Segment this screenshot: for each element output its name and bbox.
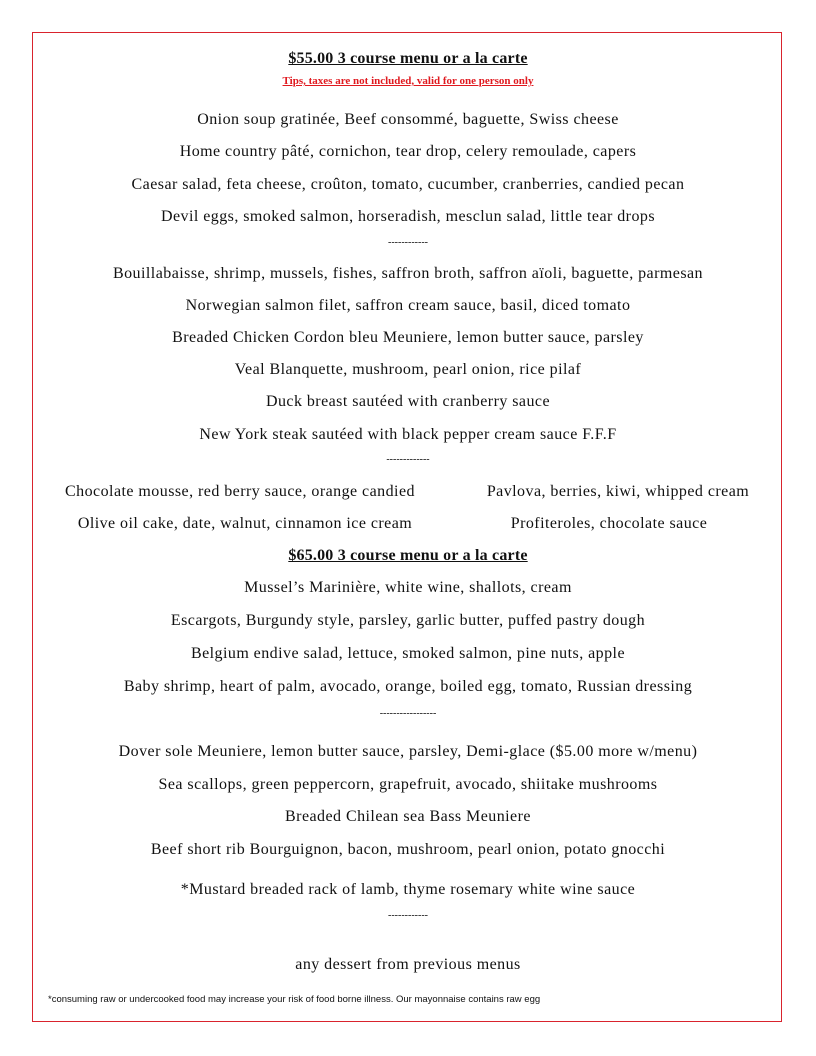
menu2-main: Beef short rib Bourguignon, bacon, mushroom, pearl onion, potato gnocchi [150,841,666,858]
menu1-starter: Caesar salad, feta cheese, croûton, tomato, cucumber, cranberries, candied pecan [131,176,685,193]
menu2-main: Sea scallops, green peppercorn, grapefruit, avocado, shiitake mushrooms [158,776,658,793]
menu1-starter: Devil eggs, smoked salmon, horseradish, mesclun salad, little tear drops [160,208,656,225]
menu2-starter: Mussel’s Marinière, white wine, shallots, cream [244,579,572,596]
menu1-main: Duck breast sautéed with cranberry sauce [265,393,551,410]
menu1-main: Bouillabaisse, shrimp, mussels, fishes, saffron broth, saffron aïoli, baguette, parmesan [112,265,703,282]
menu1-main: New York steak sautéed with black pepper cream sauce F.F.F [199,426,617,443]
menu2-separator: ------------ [388,910,428,921]
menu1-note: Tips, taxes are not included, valid for one person only [282,75,534,87]
menu2-main: Dover sole Meuniere, lemon butter sauce, parsley, Demi-glace ($5.00 more w/menu) [118,743,698,760]
menu1-separator: ------------- [386,454,430,465]
menu2-starter: Baby shrimp, heart of palm, avocado, orange, boiled egg, tomato, Russian dressing [123,678,693,695]
menu2-starter: Belgium endive salad, lettuce, smoked salmon, pine nuts, apple [190,645,626,662]
menu1-heading: $55.00 3 course menu or a la carte [288,50,528,67]
menu1-main: Norwegian salmon filet, saffron cream sauce, basil, diced tomato [185,297,631,314]
menu2-starter: Escargots, Burgundy style, parsley, garlic butter, puffed pastry dough [170,612,646,629]
menu1-dessert-left: Chocolate mousse, red berry sauce, orange candied [65,483,415,500]
menu1-dessert-right: Pavlova, berries, kiwi, whipped cream [486,483,750,500]
menu1-starter: Onion soup gratinée, Beef consommé, baguette, Swiss cheese [197,111,619,128]
menu2-heading: $65.00 3 course menu or a la carte [288,547,528,564]
menu1-separator: ------------ [388,237,428,248]
menu2-main: *Mustard breaded rack of lamb, thyme rosemary white wine sauce [180,881,636,898]
menu1-starter: Home country pâté, cornichon, tear drop, celery remoulade, capers [179,143,637,160]
footer-disclaimer: *consuming raw or undercooked food may increase your risk of food borne illness. Our mayonnaise contains raw egg [48,994,541,1005]
menu2-main: Breaded Chilean sea Bass Meuniere [285,808,531,825]
menu1-main: Breaded Chicken Cordon bleu Meuniere, lemon butter sauce, parsley [172,329,644,346]
menu1-dessert-left: Olive oil cake, date, walnut, cinnamon ice cream [77,515,413,532]
menu2-separator: ----------------- [379,708,437,719]
menu1-main: Veal Blanquette, mushroom, pearl onion, rice pilaf [234,361,582,378]
menu2-dessert: any dessert from previous menus [295,956,521,973]
menu1-dessert-right: Profiteroles, chocolate sauce [510,515,708,532]
